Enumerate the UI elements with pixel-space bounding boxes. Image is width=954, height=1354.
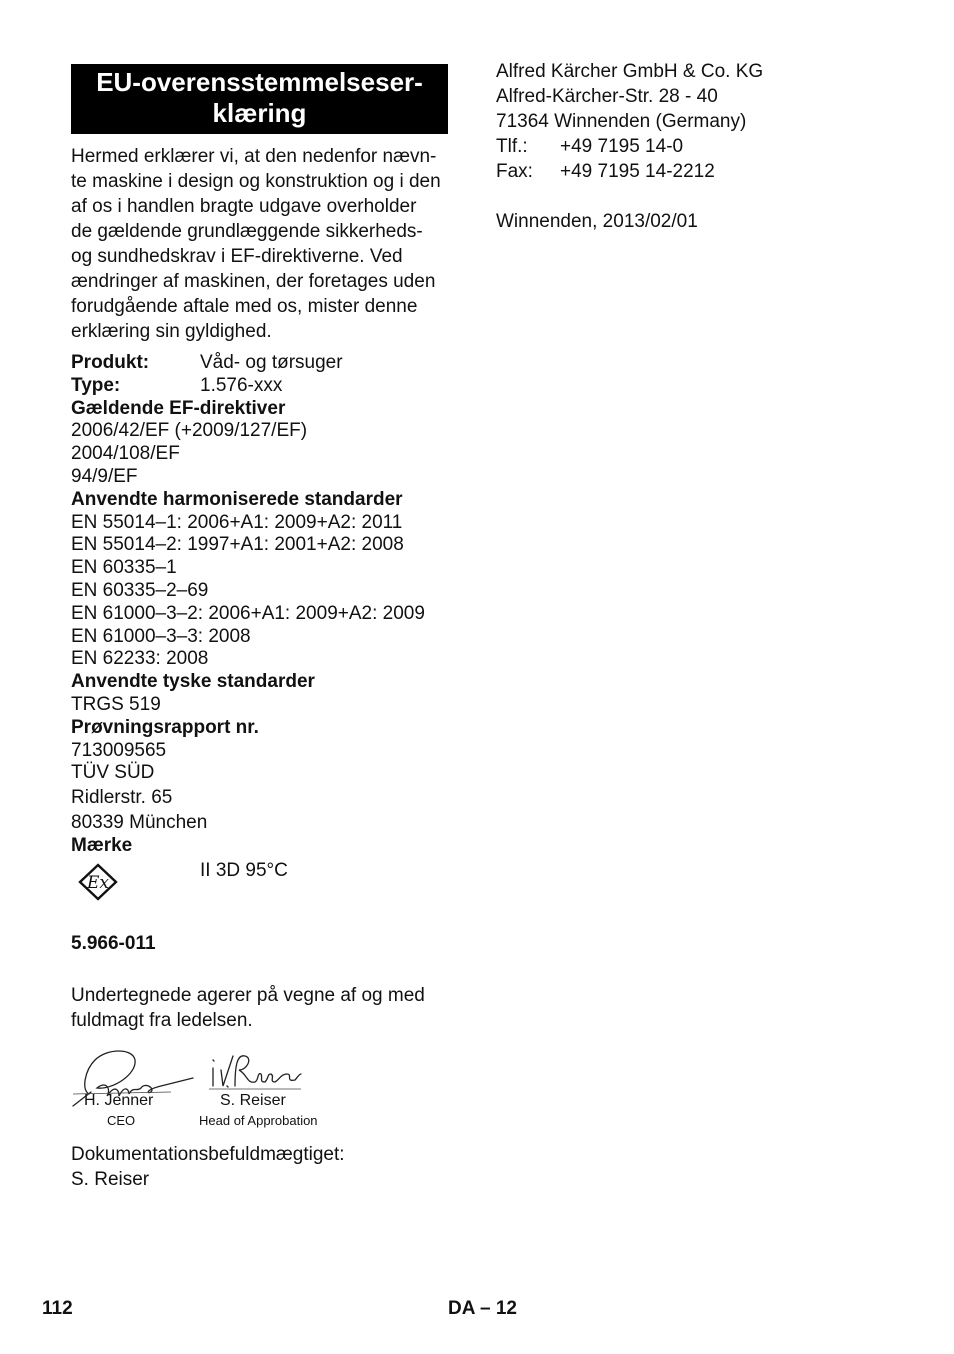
part-number: 5.966-011 <box>71 933 156 954</box>
intro-line: erklæring sin gyldighed. <box>71 321 272 342</box>
intro-line: te maskine i design og konstruktion og i den <box>71 171 441 192</box>
company-name: Alfred Kärcher GmbH & Co. KG <box>496 61 764 82</box>
address-street: Ridlerstr. 65 <box>71 787 173 809</box>
intro-line: ændringer af maskinen, der foretages uden <box>71 271 436 292</box>
address-city: 80339 München <box>71 812 208 834</box>
title-line-2: klæring <box>212 98 307 128</box>
standard-item: EN 55014–2: 1997+A1: 2001+A2: 2008 <box>71 534 404 556</box>
test-report-heading: Prøvningsrapport nr. <box>71 716 259 738</box>
product-row <box>71 352 463 375</box>
type-row <box>71 375 463 398</box>
standard-item: EN 62233: 2008 <box>71 648 209 670</box>
directive-item: 2006/42/EF (+2009/127/EF) <box>71 420 308 442</box>
page-number: 112 <box>42 1298 73 1319</box>
signature-block <box>71 1042 341 1132</box>
documentation-representative <box>71 1142 345 1192</box>
directives-heading: Gældende EF-direktiver <box>71 397 286 419</box>
intro-line: af os i handlen bragte udgave overholder <box>71 196 417 217</box>
mark-heading: Mærke <box>71 835 133 857</box>
fax-label: Fax: <box>496 161 533 182</box>
place-date: Winnenden, 2013/02/01 <box>496 211 698 232</box>
title-line-1: EU-overensstemmelseser- <box>96 67 423 97</box>
phone-value: +49 7195 14-0 <box>560 136 684 157</box>
company-block <box>496 59 763 234</box>
standard-item: EN 60335–2–69 <box>71 579 209 601</box>
mark-value: II 3D 95°C <box>200 859 288 881</box>
german-standards-heading: Anvendte tyske standarder <box>71 671 315 693</box>
signatory-name: H. Jenner <box>84 1092 154 1109</box>
phone-row <box>496 134 763 159</box>
signature-reiser <box>209 1046 304 1092</box>
company-street: Alfred-Kärcher-Str. 28 - 40 <box>496 86 718 107</box>
signatory-title: CEO <box>107 1113 136 1128</box>
specification-block <box>71 352 463 908</box>
standard-item: EN 61000–3–3: 2008 <box>71 625 251 647</box>
product-label: Produkt: <box>71 352 150 373</box>
signatory-name: S. Reiser <box>220 1092 286 1109</box>
type-label: Type: <box>71 374 121 396</box>
harmonised-heading: Anvendte harmoniserede standarder <box>71 488 403 510</box>
svg-text:Ex: Ex <box>87 872 109 893</box>
standard-item: EN 60335–1 <box>71 557 177 579</box>
intro-paragraph <box>71 144 463 344</box>
directive-item: 94/9/EF <box>71 465 138 487</box>
intro-line: Hermed erklærer vi, at den nedenfor nævn- <box>71 146 437 167</box>
standard-item: EN 61000–3–2: 2006+A1: 2009+A2: 2009 <box>71 602 425 624</box>
left-column <box>71 64 463 908</box>
intro-line: de gældende grundlæggende sikkerheds- <box>71 221 423 242</box>
intro-line: og sundhedskrav i EF-direktiverne. Ved <box>71 246 403 267</box>
phone-label: Tlf.: <box>496 136 528 157</box>
documentation-name: S. Reiser <box>71 1169 150 1190</box>
standard-item: EN 55014–1: 2006+A1: 2009+A2: 2011 <box>71 511 403 533</box>
signatory-note <box>71 983 425 1033</box>
signatory-note-line: fuldmagt fra ledelsen. <box>71 1010 253 1031</box>
section-page-label: DA – 12 <box>448 1298 517 1319</box>
ex-explosion-protection-icon <box>71 860 200 908</box>
test-body-address <box>71 785 463 835</box>
german-standard-item: TRGS 519 <box>71 693 161 715</box>
signatory-note-line: Undertegnede agerer på vegne af og med <box>71 985 425 1006</box>
type-value: 1.576-xxx <box>200 374 283 396</box>
directive-item: 2004/108/EF <box>71 443 180 465</box>
declaration-title <box>71 64 448 134</box>
mark-row <box>71 860 463 908</box>
product-value: Våd- og tørsuger <box>200 352 343 373</box>
documentation-label: Dokumentationsbefuldmægtiget: <box>71 1144 345 1165</box>
test-report-number: 713009565 <box>71 739 167 761</box>
company-city: 71364 Winnenden (Germany) <box>496 111 747 132</box>
fax-row <box>496 159 763 184</box>
signatory-title: Head of Approbation <box>199 1113 318 1128</box>
test-body-name: TÜV SÜD <box>71 762 155 784</box>
fax-value: +49 7195 14-2212 <box>560 161 715 182</box>
intro-line: forudgående aftale med os, mister denne <box>71 296 418 317</box>
